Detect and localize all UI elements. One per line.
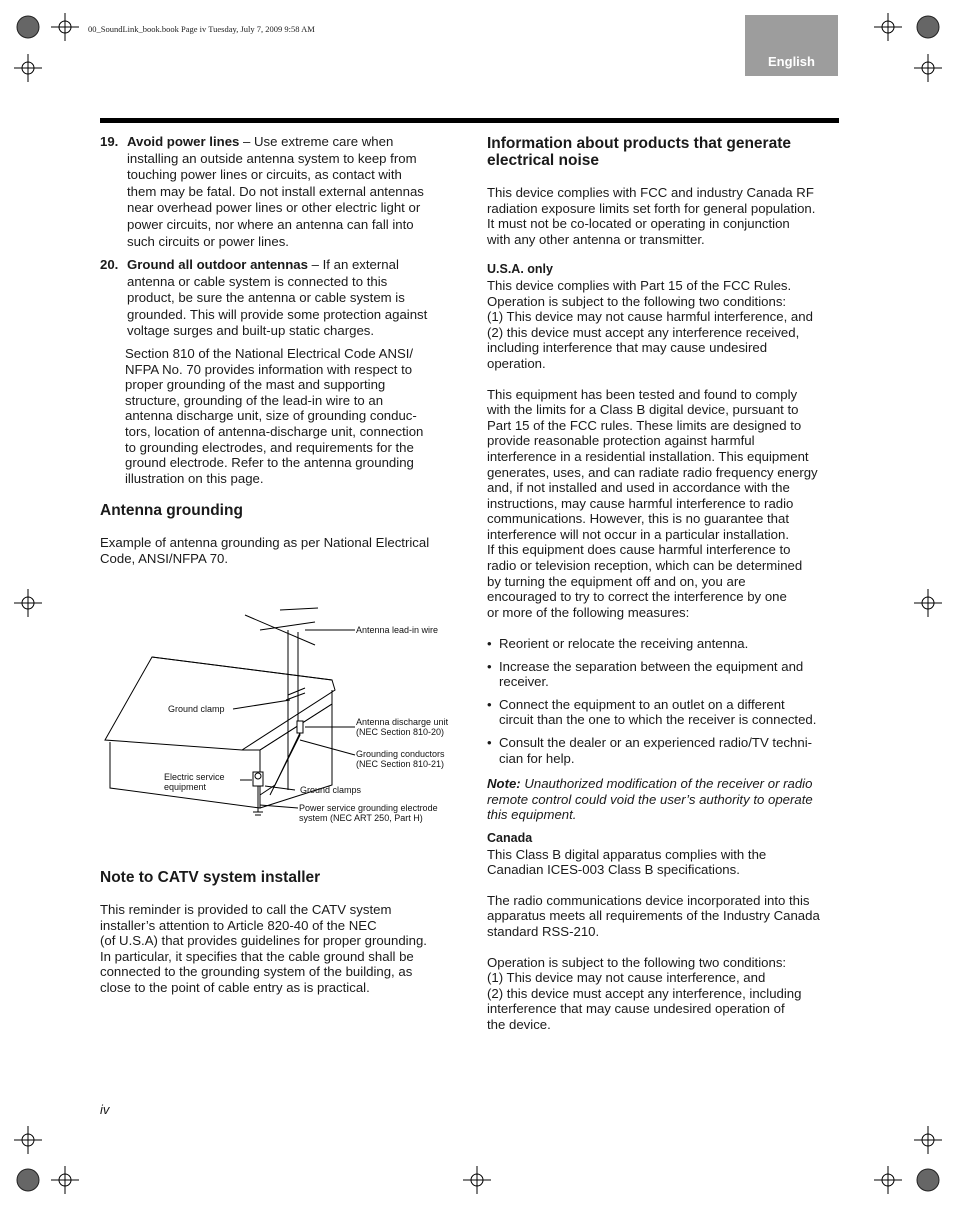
label-conductors-1: Grounding conductors [356, 749, 445, 759]
label-clamps: Ground clamps [300, 785, 362, 795]
label-service-1: Electric service [164, 772, 225, 782]
antenna-grounding-heading: Antenna grounding [100, 502, 243, 519]
label-conductors-2: (NEC Section 810-21) [356, 759, 445, 769]
list-item: • Connect the equipment to an outlet on a different circuit than the one to which the receiver is connected. [487, 696, 817, 728]
antenna-element-2 [280, 608, 318, 610]
antenna-grounding-text: Example of antenna grounding as per National Electrical Code, ANSI/NFPA 70. [100, 535, 430, 566]
item-number: 19. [100, 134, 119, 149]
page-number: iv [100, 1102, 110, 1117]
label-service-2: equipment [164, 782, 207, 792]
canada-section: Canada This Class B digital apparatus complies with the Canadian ICES-003 Class B specifications. The radio communications device incorporated into this apparatus meets all requirements of the Industry Canada standard RSS-210. Operation is subject to the following two conditions: (1) This device may not cause interference, and (2) this device must accept any interference, including interference that may cause undesired operation of the device. [487, 831, 820, 1032]
list-item-19: 19. Avoid power lines – Use extreme care when installing an outside antenna system to keep from touching power lines or circuits, as contact with them may be fatal. Do not install external antennas near overhead power lines or other electric light or power circuits, nor where an antenna can fall into such circuits or power lines. [100, 134, 424, 249]
registration-crosshair [874, 13, 902, 41]
registration-crosshair [874, 1166, 902, 1194]
right-column [487, 135, 842, 620]
label-electrode-2: system (NEC ART 250, Part H) [299, 813, 423, 823]
item-title: Ground all outdoor antennas [127, 257, 308, 272]
discharge-unit [297, 721, 303, 733]
antenna-grounding-diagram [100, 600, 470, 830]
section-810-paragraph: Section 810 of the National Electrical Code ANSI/ NFPA No. 70 provides information with respect to proper grounding of the mast and supporting structure, grounding of the lead-in wire to an antenna discharge unit, size of grounding conduc- tors, location of antenna-discharge unit, connection to grounding electrodes, and requirements for the ground electrode. Refer to the antenna grounding illustration on this page. [125, 346, 424, 486]
label-electrode-1: Power service grounding electrode [299, 803, 438, 813]
usa-heading: U.S.A. only [487, 262, 553, 277]
registration-crosshair [914, 589, 942, 617]
label-lead-in: Antenna lead-in wire [356, 625, 439, 635]
registration-crosshair [14, 54, 42, 82]
note-label: Note: [487, 776, 521, 791]
registration-crosshair [14, 1126, 42, 1154]
canada-heading: Canada [487, 831, 533, 845]
antenna-element-3 [260, 622, 315, 630]
note-paragraph: Note: Unauthorized modification of the receiver or radio remote control could void the user’s authority to operate this equipment. [487, 776, 813, 823]
registration-crosshair [14, 589, 42, 617]
noise-heading: Information about products that generate electrical noise [487, 135, 791, 169]
usa-paragraph: This device complies with Part 15 of the FCC Rules. Operation is subject to the following two conditions: (1) This device may not cause harmful interference, and (2) this device must accept any interference received, including interference that may cause undesired operation. [487, 277, 813, 371]
measures-list [487, 636, 817, 766]
label-discharge-2: (NEC Section 810-20) [356, 727, 445, 737]
label-discharge-1: Antenna discharge unit [356, 717, 449, 727]
registration-crosshair [463, 1166, 491, 1194]
catv-section: Note to CATV system installer This reminder is provided to call the CATV system installer’s attention to Article 820-40 of the NEC (of U.S.A) that provides guidelines for proper grounding. In particular, it specifies that the cable ground shall be connected to the grounding system of the building, as close to the point of cable entry as is practical. [100, 869, 460, 996]
antenna-element-1 [245, 615, 315, 645]
registration-crosshair [914, 1126, 942, 1154]
list-item: • Consult the dealer or an experienced radio/TV techni- cian for help. [487, 734, 813, 766]
language-tab-label: English [768, 54, 815, 69]
item-number: 20. [100, 257, 119, 272]
item-title: Avoid power lines [127, 134, 240, 149]
list-item: • Reorient or relocate the receiving antenna. [487, 636, 749, 651]
print-slug-line: 00_SoundLink_book.book Page iv Tuesday, July 7, 2009 9:58 AM [88, 24, 315, 34]
registration-crosshair [914, 54, 942, 82]
color-target [17, 16, 39, 38]
electrode [253, 786, 263, 815]
header-rule [100, 118, 839, 123]
intro-paragraph: This device complies with FCC and industry Canada RF radiation exposure limits set forth for general population. It must not be co-located or operating in conjunction with any other antenna or transmitter. [487, 185, 816, 247]
catv-heading: Note to CATV system installer [100, 869, 321, 886]
language-tab [745, 15, 838, 76]
list-item: • Increase the separation between the equipment and receiver. [487, 658, 804, 690]
color-target [917, 1169, 939, 1191]
label-ground-clamp: Ground clamp [168, 704, 225, 714]
color-target [917, 16, 939, 38]
color-target [17, 1169, 39, 1191]
list-item-20: 20. Ground all outdoor antennas – If an external antenna or cable system is connected to this product, be sure the antenna or cable system is grounded. This will provide some protection against voltage surges and built-up static charges. [100, 257, 428, 339]
registration-crosshair [51, 1166, 79, 1194]
registration-crosshair [51, 13, 79, 41]
tested-paragraph: This equipment has been tested and found to comply with the limits for a Class B digital device, pursuant to Part 15 of the FCC rules. These limits are designed to provide reasonable protection against harmful interference in a residential installation. This equipment generates, uses, and can radiate radio frequency energy and, if not installed and used in accordance with the instructions, may cause harmful interference to radio communications. However, this is no guarantee that interference will not occur in a particular installation. If this equipment does cause harmful interference to radio or television reception, which can be determined by turning the equipment off and on, you are encouraged to try to correct the interference by one or more of the following measures: [487, 386, 818, 620]
